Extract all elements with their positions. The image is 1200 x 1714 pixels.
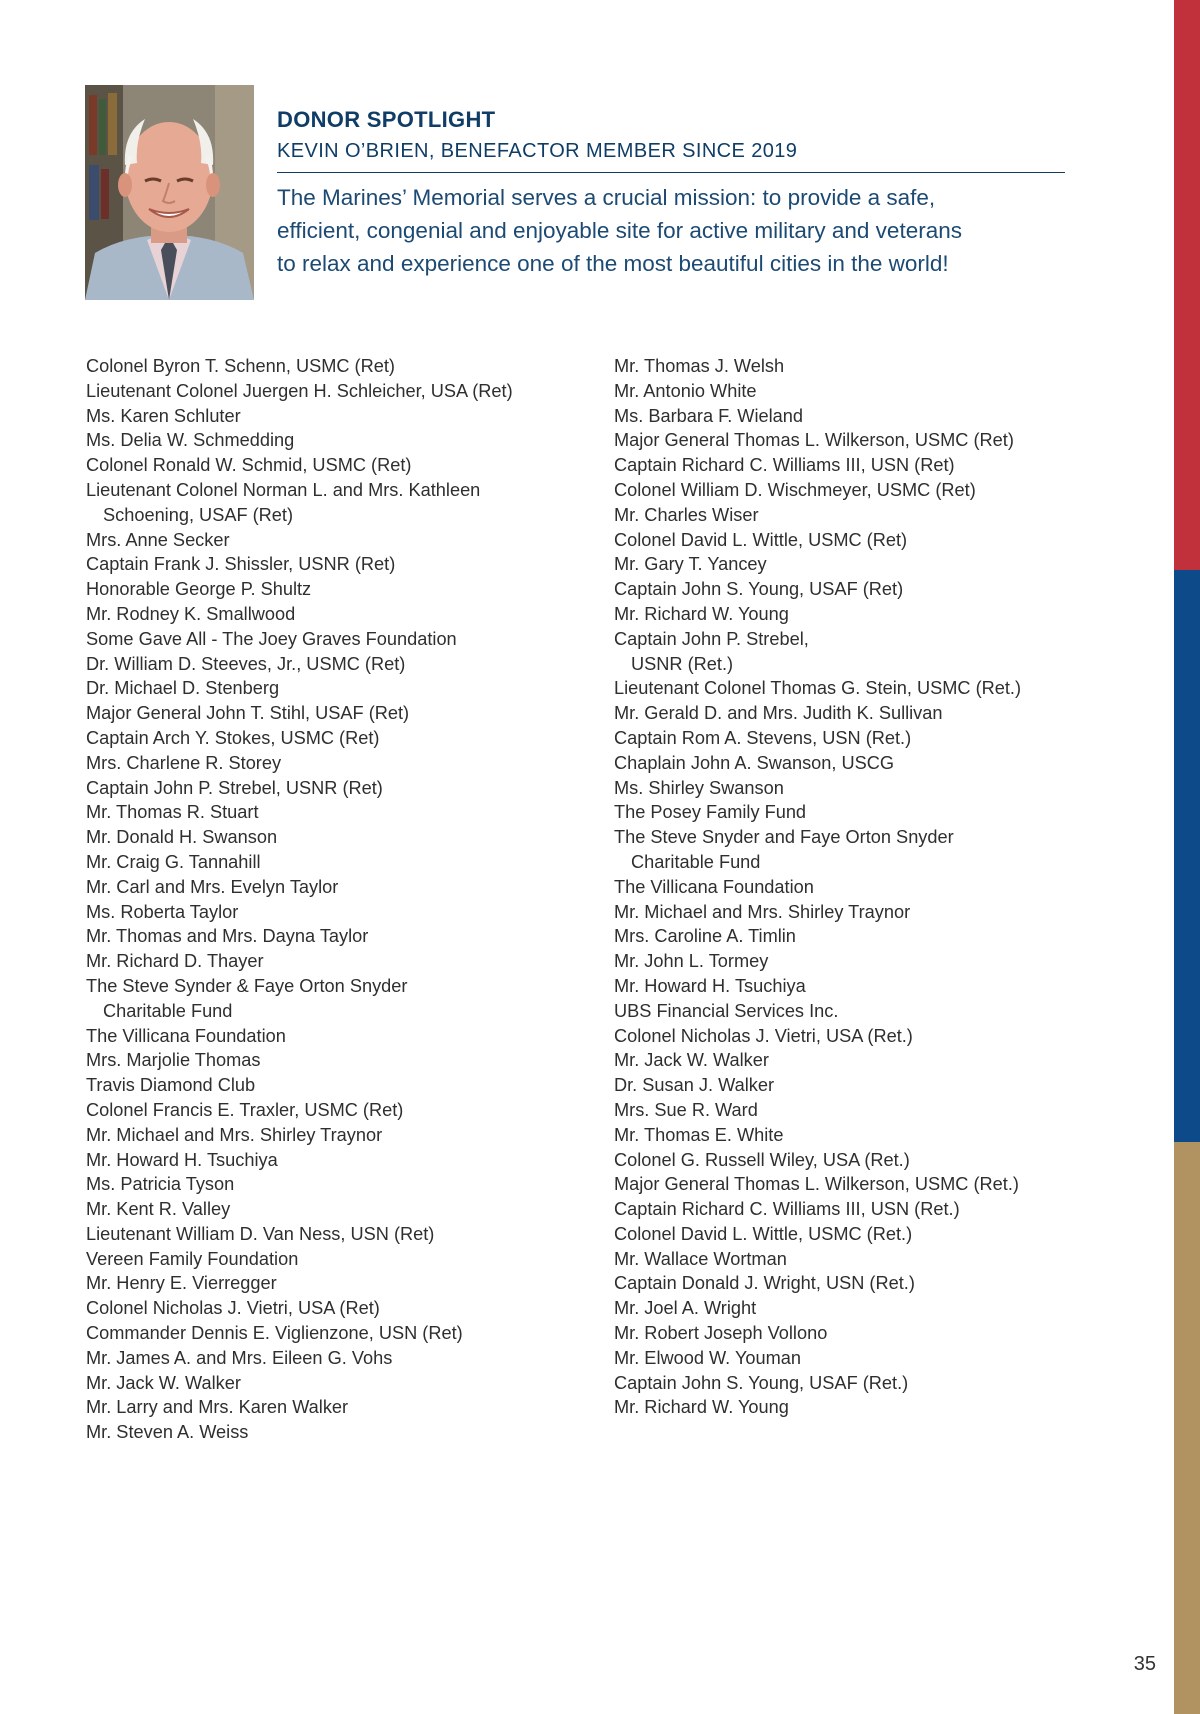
donor-name: Mr. Charles Wiser [614, 504, 759, 525]
donor-name: Captain Richard C. Williams III, USN (Ret.) [614, 1199, 960, 1220]
donor-name: Commander Dennis E. Viglienzone, USN (Ret) [86, 1323, 463, 1344]
donor-name: Mr. Michael and Mrs. Shirley Traynor [86, 1124, 383, 1145]
donor-name: Captain Arch Y. Stokes, USMC (Ret) [86, 727, 380, 748]
donor-name: Colonel Francis E. Traxler, USMC (Ret) [86, 1099, 404, 1120]
donor-name: Colonel Nicholas J. Vietri, USA (Ret) [86, 1298, 380, 1319]
donor-name: Mr. Antonio White [614, 380, 757, 401]
donor-name: Captain Frank J. Shissler, USNR (Ret) [86, 554, 396, 575]
donor-name: Mr. Craig G. Tannahill [86, 851, 261, 872]
donor-name: Mr. John L. Tormey [614, 951, 769, 972]
donor-name: Mr. Carl and Mrs. Evelyn Taylor [86, 876, 339, 897]
stripe-red-segment [1174, 0, 1200, 570]
donor-name: Colonel Ronald W. Schmid, USMC (Ret) [86, 455, 412, 476]
donor-name: Mr. Richard D. Thayer [86, 951, 264, 972]
donor-name: Mr. Wallace Wortman [614, 1248, 787, 1269]
donor-name: The Steve Synder & Faye Orton Snyder [86, 975, 408, 996]
donor-name-continuation: Schoening, USAF (Ret) [103, 504, 294, 525]
side-color-stripe [1174, 0, 1200, 1714]
donor-name: Colonel G. Russell Wiley, USA (Ret.) [614, 1149, 910, 1170]
donor-name-continuation: Charitable Fund [631, 851, 761, 872]
donor-name: Ms. Barbara F. Wieland [614, 405, 804, 426]
donor-name: Mr. Thomas J. Welsh [614, 356, 785, 376]
donor-name: Mr. Henry E. Vierregger [86, 1273, 277, 1294]
donor-name: Mr. Thomas E. White [614, 1124, 784, 1145]
donor-name: Captain Donald J. Wright, USN (Ret.) [614, 1273, 915, 1294]
donor-name: Honorable George P. Shultz [86, 579, 312, 600]
donor-name: Captain John P. Strebel, [614, 628, 809, 649]
donor-name: Mrs. Sue R. Ward [614, 1099, 758, 1120]
donor-spotlight [85, 85, 1065, 300]
donor-name-continuation: USNR (Ret.) [631, 653, 734, 674]
donor-name: Vereen Family Foundation [86, 1248, 299, 1269]
spotlight-title: DONOR SPOTLIGHT [277, 107, 496, 132]
stripe-blue-segment [1174, 570, 1200, 1142]
donor-name: Captain Rom A. Stevens, USN (Ret.) [614, 727, 912, 748]
donor-name: Colonel David L. Wittle, USMC (Ret.) [614, 1223, 913, 1244]
donor-name: Mrs. Anne Secker [86, 529, 230, 550]
donor-name: Mr. Gary T. Yancey [614, 554, 767, 575]
quote-line: to relax and experience one of the most beautiful cities in the world! [277, 251, 949, 276]
donor-name: Captain John S. Young, USAF (Ret) [614, 579, 904, 600]
donor-name: Lieutenant Colonel Juergen H. Schleicher, USA (Ret) [86, 380, 513, 401]
donor-name: Travis Diamond Club [86, 1075, 256, 1096]
portrait-illustration [85, 85, 254, 300]
donor-name: Mr. Thomas R. Stuart [86, 802, 259, 823]
donor-name: Captain John S. Young, USAF (Ret.) [614, 1372, 909, 1393]
donor-name: Mr. Donald H. Swanson [86, 827, 278, 848]
donor-name: Captain John P. Strebel, USNR (Ret) [86, 777, 383, 798]
donor-name: The Villicana Foundation [86, 1025, 286, 1046]
donor-name: Mr. Robert Joseph Vollono [614, 1323, 828, 1344]
donor-name: Ms. Roberta Taylor [86, 901, 239, 922]
donor-name: Mr. Richard W. Young [614, 1397, 789, 1418]
donor-name: Colonel Byron T. Schenn, USMC (Ret) [86, 356, 395, 376]
donor-list-left-column [86, 354, 586, 1445]
donor-list-right-column [614, 354, 1064, 1420]
spotlight-subtitle: KEVIN O’BRIEN, BENEFACTOR MEMBER SINCE 2019 [277, 139, 1065, 173]
donor-name: Mr. Howard H. Tsuchiya [614, 975, 806, 996]
donor-name: Mr. Rodney K. Smallwood [86, 603, 296, 624]
donor-name: Lieutenant William D. Van Ness, USN (Ret) [86, 1223, 435, 1244]
donor-name: The Posey Family Fund [614, 802, 807, 823]
donor-name: Lieutenant Colonel Thomas G. Stein, USMC (Ret.) [614, 678, 1022, 699]
donor-name: Dr. Susan J. Walker [614, 1075, 775, 1096]
donor-name: Mr. Kent R. Valley [86, 1199, 231, 1220]
donor-name: Colonel Nicholas J. Vietri, USA (Ret.) [614, 1025, 913, 1046]
donor-name: Mr. Michael and Mrs. Shirley Traynor [614, 901, 911, 922]
donor-name-continuation: Charitable Fund [103, 1000, 233, 1021]
donor-name: Major General Thomas L. Wilkerson, USMC (Ret) [614, 430, 1014, 451]
donor-name: Colonel William D. Wischmeyer, USMC (Ret) [614, 479, 976, 500]
donor-name: Mr. Steven A. Weiss [86, 1422, 249, 1443]
spotlight-quote [277, 181, 1065, 280]
donor-name: The Villicana Foundation [614, 876, 814, 897]
donor-name: Ms. Karen Schluter [86, 405, 241, 426]
donor-name: Ms. Delia W. Schmedding [86, 430, 295, 451]
stripe-gold-segment [1174, 1142, 1200, 1714]
donor-name: Mrs. Caroline A. Timlin [614, 926, 796, 947]
donor-name: Mr. Elwood W. Youman [614, 1347, 802, 1368]
donor-name: Colonel David L. Wittle, USMC (Ret) [614, 529, 908, 550]
donor-name: Ms. Patricia Tyson [86, 1174, 235, 1195]
donor-name: Dr. Michael D. Stenberg [86, 678, 280, 699]
donor-name: Mr. Jack W. Walker [614, 1050, 769, 1071]
donor-name: Captain Richard C. Williams III, USN (Ret) [614, 455, 955, 476]
donor-name: UBS Financial Services Inc. [614, 1000, 839, 1021]
donor-name: Ms. Shirley Swanson [614, 777, 784, 798]
donor-name: Mr. Jack W. Walker [86, 1372, 241, 1393]
page-number: 35 [1133, 1653, 1156, 1675]
donor-name: Chaplain John A. Swanson, USCG [614, 752, 895, 773]
donor-name: Some Gave All - The Joey Graves Foundation [86, 628, 457, 649]
quote-line: The Marines’ Memorial serves a crucial mission: to provide a safe, [277, 185, 936, 210]
donor-name: Mr. Joel A. Wright [614, 1298, 757, 1319]
donor-name: The Steve Snyder and Faye Orton Snyder [614, 827, 954, 848]
donor-name: Mr. Richard W. Young [614, 603, 789, 624]
spotlight-text-block [277, 107, 1065, 280]
donor-name: Mr. James A. and Mrs. Eileen G. Vohs [86, 1347, 393, 1368]
donor-name: Mr. Thomas and Mrs. Dayna Taylor [86, 926, 369, 947]
donor-name: Mr. Larry and Mrs. Karen Walker [86, 1397, 349, 1418]
donor-name: Dr. William D. Steeves, Jr., USMC (Ret) [86, 653, 406, 674]
donor-name: Major General John T. Stihl, USAF (Ret) [86, 703, 410, 724]
donor-name: Mr. Gerald D. and Mrs. Judith K. Sullivan [614, 703, 943, 724]
donor-name: Mrs. Charlene R. Storey [86, 752, 282, 773]
quote-line: efficient, congenial and enjoyable site for active military and veterans [277, 218, 962, 243]
donor-name: Mrs. Marjolie Thomas [86, 1050, 261, 1071]
donor-name: Lieutenant Colonel Norman L. and Mrs. Kathleen [86, 479, 481, 500]
donor-name: Major General Thomas L. Wilkerson, USMC (Ret.) [614, 1174, 1019, 1195]
donor-name: Mr. Howard H. Tsuchiya [86, 1149, 278, 1170]
donor-portrait-photo [85, 85, 254, 300]
